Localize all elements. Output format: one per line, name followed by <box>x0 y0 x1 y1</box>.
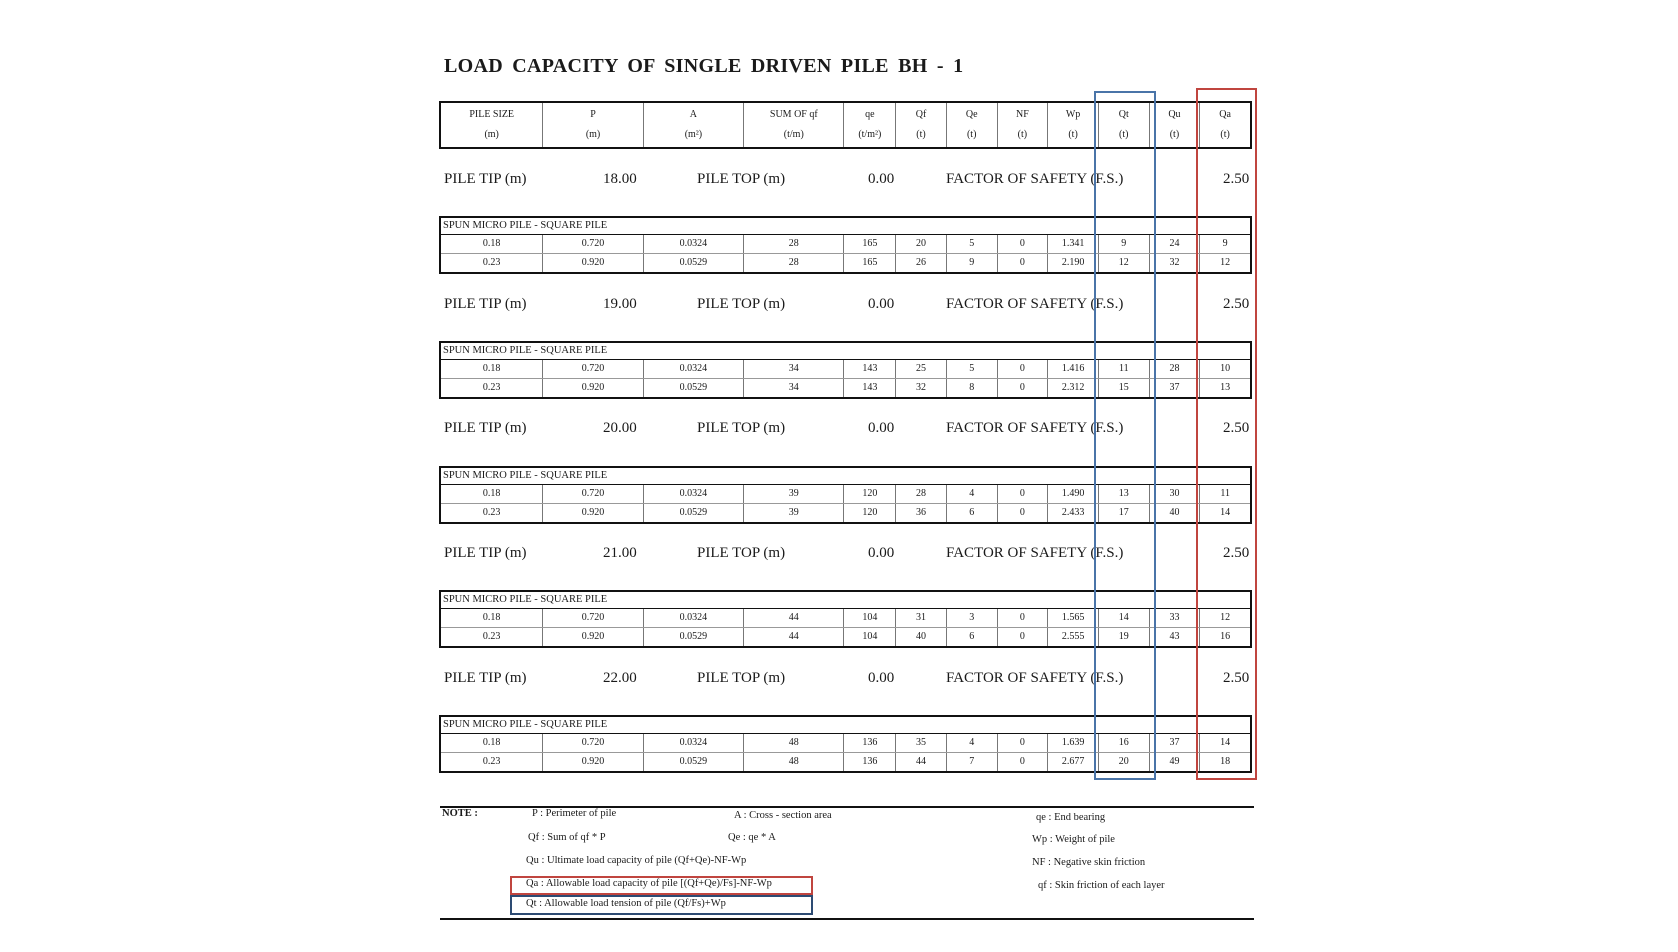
table-cell: 165 <box>843 235 895 253</box>
table-cell: 0.23 <box>482 382 501 393</box>
table-cell: 0.18 <box>482 737 501 748</box>
table-cell: 0 <box>997 628 1048 646</box>
table-cell: 2.555 <box>1047 628 1098 646</box>
table-row <box>441 752 1250 771</box>
table-cell: 20 <box>1098 753 1149 771</box>
table-cell: 15 <box>1098 379 1149 397</box>
header-col-qt <box>1098 103 1149 147</box>
table-cell: 0 <box>997 379 1048 397</box>
table-cell: 0.23 <box>482 507 501 518</box>
note-qt-highlight <box>510 895 813 915</box>
table-cell: 143 <box>843 360 895 378</box>
table-cell: 40 <box>1149 504 1200 522</box>
table-cell: 48 <box>743 734 843 752</box>
table-cell: 12 <box>1199 609 1250 627</box>
header-unit: (t/m) <box>783 129 804 140</box>
header-unit: (t) <box>1169 129 1180 140</box>
note-qf-skin: qf : Skin friction of each layer <box>1038 880 1165 891</box>
table-cell: 17 <box>1098 504 1149 522</box>
table-row <box>441 734 1250 752</box>
table-cell: 0.18 <box>482 363 501 374</box>
table-cell: 5 <box>946 360 997 378</box>
table-cell: 11 <box>1199 485 1250 503</box>
table-cell: 39 <box>743 485 843 503</box>
table-cell: 0.23 <box>482 756 501 767</box>
factor-of-safety-label: FACTOR OF SAFETY (F.S.) <box>946 171 1124 187</box>
table-cell: 2.433 <box>1047 504 1098 522</box>
table-cell: 10 <box>1199 360 1250 378</box>
table-cell: 16 <box>1199 628 1250 646</box>
pile-tip-label: PILE TIP (m) <box>444 545 527 561</box>
factor-of-safety-value: 2.50 <box>1223 545 1250 561</box>
factor-of-safety-label: FACTOR OF SAFETY (F.S.) <box>946 296 1124 312</box>
notes-label: NOTE : <box>442 808 478 819</box>
table-cell: 11 <box>1098 360 1149 378</box>
header-name: SUM OF qf <box>769 109 818 120</box>
header-unit: (t) <box>1119 129 1129 140</box>
table-cell: 0 <box>997 609 1048 627</box>
header-col-qa <box>1199 103 1250 147</box>
header-name: A <box>689 109 698 120</box>
header-unit: (t) <box>966 129 977 140</box>
header-col-p <box>542 103 642 147</box>
pile-tip-label: PILE TIP (m) <box>444 420 527 436</box>
header-col-qu <box>1149 103 1200 147</box>
header-col-a <box>643 103 743 147</box>
table-cell: 32 <box>895 379 946 397</box>
factor-of-safety-label: FACTOR OF SAFETY (F.S.) <box>946 420 1124 436</box>
header-name: NF <box>1015 109 1029 120</box>
pile-tip-value: 20.00 <box>603 420 637 436</box>
table-cell: 2.677 <box>1047 753 1098 771</box>
table-cell: 34 <box>743 379 843 397</box>
pile-top-label: PILE TOP (m) <box>697 670 786 686</box>
header-col-wp <box>1047 103 1098 147</box>
pile-type-title: SPUN MICRO PILE - SQUARE PILE <box>441 717 1250 734</box>
table-cell: 0 <box>997 235 1048 253</box>
header-row <box>441 103 1250 147</box>
table-cell: 28 <box>743 254 843 272</box>
table-cell: 44 <box>743 628 843 646</box>
table-cell: 2.190 <box>1047 254 1098 272</box>
factor-of-safety-label: FACTOR OF SAFETY (F.S.) <box>946 670 1124 686</box>
table-cell: 136 <box>843 753 895 771</box>
table-cell: 49 <box>1149 753 1200 771</box>
pile-tip-line <box>0 296 1678 324</box>
table-row <box>441 627 1250 646</box>
table-row <box>441 253 1250 272</box>
factor-of-safety-value: 2.50 <box>1223 296 1250 312</box>
table-cell: 43 <box>1149 628 1200 646</box>
header-table <box>439 101 1252 149</box>
pile-tip-line <box>0 545 1678 573</box>
pile-tip-line <box>0 171 1678 199</box>
table-cell: 0.920 <box>542 254 642 272</box>
table-cell: 104 <box>843 628 895 646</box>
table-cell: 39 <box>743 504 843 522</box>
pile-tip-value: 21.00 <box>603 545 637 561</box>
table-cell: 44 <box>743 609 843 627</box>
pile-data-table <box>439 466 1252 524</box>
header-col-pile-size <box>441 103 542 147</box>
header-col-qe <box>843 103 895 147</box>
table-cell: 120 <box>843 485 895 503</box>
table-cell: 40 <box>895 628 946 646</box>
table-row <box>441 485 1250 503</box>
table-cell: 0.920 <box>542 379 642 397</box>
pile-tip-label: PILE TIP (m) <box>444 670 527 686</box>
table-row <box>441 503 1250 522</box>
pile-top-value: 0.00 <box>868 171 895 187</box>
header-name: qe <box>865 109 875 120</box>
table-cell: 7 <box>946 753 997 771</box>
note-qf-sum: Qf : Sum of qf * P <box>528 832 606 843</box>
table-cell: 136 <box>843 734 895 752</box>
table-cell: 0 <box>997 504 1048 522</box>
table-cell: 0.720 <box>542 235 642 253</box>
table-cell: 1.341 <box>1047 235 1098 253</box>
table-cell: 30 <box>1149 485 1200 503</box>
table-cell: 0 <box>997 360 1048 378</box>
pile-type-title: SPUN MICRO PILE - SQUARE PILE <box>441 343 1250 360</box>
pile-type-title: SPUN MICRO PILE - SQUARE PILE <box>441 218 1250 235</box>
table-row <box>441 235 1250 253</box>
table-cell: 143 <box>843 379 895 397</box>
pile-tip-value: 18.00 <box>603 171 637 187</box>
pile-data-table <box>439 715 1252 773</box>
table-cell: 8 <box>946 379 997 397</box>
note-qt: Qt : Allowable load tension of pile (Qf/Fs)+Wp <box>526 898 726 909</box>
note-wp: Wp : Weight of pile <box>1032 834 1115 845</box>
header-name: PILE SIZE <box>469 109 515 120</box>
header-name: Qt <box>1118 109 1129 120</box>
table-cell: 165 <box>843 254 895 272</box>
table-cell: 104 <box>843 609 895 627</box>
header-unit: (m²) <box>684 129 703 140</box>
table-cell: 19 <box>1098 628 1149 646</box>
header-unit: (t) <box>1068 129 1078 140</box>
pile-tip-label: PILE TIP (m) <box>444 171 527 187</box>
header-unit: (t/m²) <box>858 129 882 140</box>
table-cell: 13 <box>1199 379 1250 397</box>
factor-of-safety-value: 2.50 <box>1223 670 1250 686</box>
table-cell: 0 <box>997 254 1048 272</box>
table-cell: 0.0324 <box>643 609 743 627</box>
factor-of-safety-value: 2.50 <box>1223 420 1250 436</box>
note-nf: NF : Negative skin friction <box>1032 857 1146 868</box>
table-cell: 9 <box>1098 235 1149 253</box>
table-cell: 0.0529 <box>643 753 743 771</box>
pile-top-value: 0.00 <box>868 670 895 686</box>
table-cell: 28 <box>1149 360 1200 378</box>
pile-tip-value: 19.00 <box>603 296 637 312</box>
header-name: Qe <box>965 109 978 120</box>
header-col-nf <box>997 103 1048 147</box>
header-name: Qf <box>915 109 927 120</box>
header-col-sum-of-qf <box>743 103 843 147</box>
table-cell: 0.18 <box>482 612 501 623</box>
table-cell: 13 <box>1098 485 1149 503</box>
header-col-qf <box>895 103 946 147</box>
table-cell: 28 <box>743 235 843 253</box>
table-cell: 0.720 <box>542 609 642 627</box>
table-cell: 9 <box>946 254 997 272</box>
table-cell: 0.920 <box>542 628 642 646</box>
table-cell: 1.639 <box>1047 734 1098 752</box>
pile-top-label: PILE TOP (m) <box>697 296 786 312</box>
table-cell: 1.565 <box>1047 609 1098 627</box>
table-cell: 0.720 <box>542 734 642 752</box>
table-cell: 120 <box>843 504 895 522</box>
table-cell: 31 <box>895 609 946 627</box>
pile-top-value: 0.00 <box>868 545 895 561</box>
table-cell: 36 <box>895 504 946 522</box>
table-cell: 1.416 <box>1047 360 1098 378</box>
table-cell: 12 <box>1098 254 1149 272</box>
table-cell: 0 <box>997 485 1048 503</box>
table-row <box>441 609 1250 627</box>
table-cell: 14 <box>1098 609 1149 627</box>
table-cell: 0.0529 <box>643 504 743 522</box>
header-name: Wp <box>1065 109 1081 120</box>
pile-tip-line <box>0 670 1678 698</box>
table-cell: 0.23 <box>482 257 501 268</box>
table-cell: 4 <box>946 734 997 752</box>
table-cell: 28 <box>895 485 946 503</box>
table-cell: 0.23 <box>482 631 501 642</box>
table-cell: 24 <box>1149 235 1200 253</box>
table-cell: 37 <box>1149 379 1200 397</box>
table-cell: 0.0324 <box>643 734 743 752</box>
table-cell: 0.0324 <box>643 360 743 378</box>
header-name: P <box>590 109 596 120</box>
table-cell: 14 <box>1199 734 1250 752</box>
header-unit: (t) <box>1017 129 1028 140</box>
pile-type-title: SPUN MICRO PILE - SQUARE PILE <box>441 592 1250 609</box>
table-cell: 32 <box>1149 254 1200 272</box>
pile-top-label: PILE TOP (m) <box>697 545 786 561</box>
table-row <box>441 360 1250 378</box>
table-cell: 44 <box>895 753 946 771</box>
table-cell: 0.18 <box>482 488 501 499</box>
table-cell: 0.0529 <box>643 379 743 397</box>
pile-data-table <box>439 216 1252 274</box>
table-cell: 12 <box>1199 254 1250 272</box>
table-cell: 0.0529 <box>643 628 743 646</box>
table-cell: 35 <box>895 734 946 752</box>
table-cell: 33 <box>1149 609 1200 627</box>
table-cell: 0.920 <box>542 504 642 522</box>
header-name: Qa <box>1219 109 1231 120</box>
table-cell: 37 <box>1149 734 1200 752</box>
table-cell: 0.0529 <box>643 254 743 272</box>
pile-tip-line <box>0 420 1678 448</box>
pile-data-table <box>439 341 1252 399</box>
header-name: Qu <box>1168 109 1181 120</box>
pile-top-value: 0.00 <box>868 296 895 312</box>
header-unit: (m) <box>484 129 499 140</box>
table-cell: 16 <box>1098 734 1149 752</box>
note-qu: Qu : Ultimate load capacity of pile (Qf+Qe)-NF-Wp <box>526 855 747 866</box>
table-cell: 1.490 <box>1047 485 1098 503</box>
table-cell: 4 <box>946 485 997 503</box>
header-unit: (t) <box>1220 129 1230 140</box>
table-cell: 2.312 <box>1047 379 1098 397</box>
table-cell: 5 <box>946 235 997 253</box>
note-qa-highlight <box>510 876 813 895</box>
note-p: P : Perimeter of pile <box>532 808 617 819</box>
pile-top-label: PILE TOP (m) <box>697 171 786 187</box>
pile-top-value: 0.00 <box>868 420 895 436</box>
table-cell: 48 <box>743 753 843 771</box>
table-cell: 26 <box>895 254 946 272</box>
table-cell: 0.720 <box>542 485 642 503</box>
table-cell: 0.18 <box>482 238 501 249</box>
note-a: A : Cross - section area <box>734 810 832 821</box>
header-unit: (t) <box>916 129 926 140</box>
table-cell: 0 <box>997 734 1048 752</box>
pile-tip-value: 22.00 <box>603 670 637 686</box>
table-cell: 25 <box>895 360 946 378</box>
table-cell: 0.0324 <box>643 235 743 253</box>
table-cell: 9 <box>1199 235 1250 253</box>
notes-bottom-rule <box>440 918 1254 920</box>
table-cell: 0.0324 <box>643 485 743 503</box>
note-qa: Qa : Allowable load capacity of pile [(Qf+Qe)/Fs]-NF-Wp <box>526 878 772 889</box>
header-unit: (m) <box>585 129 601 140</box>
factor-of-safety-label: FACTOR OF SAFETY (F.S.) <box>946 545 1124 561</box>
table-cell: 34 <box>743 360 843 378</box>
pile-data-table <box>439 590 1252 648</box>
table-row <box>441 378 1250 397</box>
table-cell: 20 <box>895 235 946 253</box>
pile-top-label: PILE TOP (m) <box>697 420 786 436</box>
table-cell: 0 <box>997 753 1048 771</box>
note-qe: qe : End bearing <box>1036 812 1106 823</box>
factor-of-safety-value: 2.50 <box>1223 171 1250 187</box>
page-title: LOAD CAPACITY OF SINGLE DRIVEN PILE BH - 1 <box>444 55 964 77</box>
table-cell: 6 <box>946 504 997 522</box>
table-cell: 6 <box>946 628 997 646</box>
table-cell: 18 <box>1199 753 1250 771</box>
table-cell: 0.720 <box>542 360 642 378</box>
table-cell: 0.920 <box>542 753 642 771</box>
header-col-qe <box>946 103 997 147</box>
table-cell: 3 <box>946 609 997 627</box>
note-qe-calc: Qe : qe * A <box>728 832 776 843</box>
table-cell: 14 <box>1199 504 1250 522</box>
pile-type-title: SPUN MICRO PILE - SQUARE PILE <box>441 468 1250 485</box>
pile-tip-label: PILE TIP (m) <box>444 296 527 312</box>
